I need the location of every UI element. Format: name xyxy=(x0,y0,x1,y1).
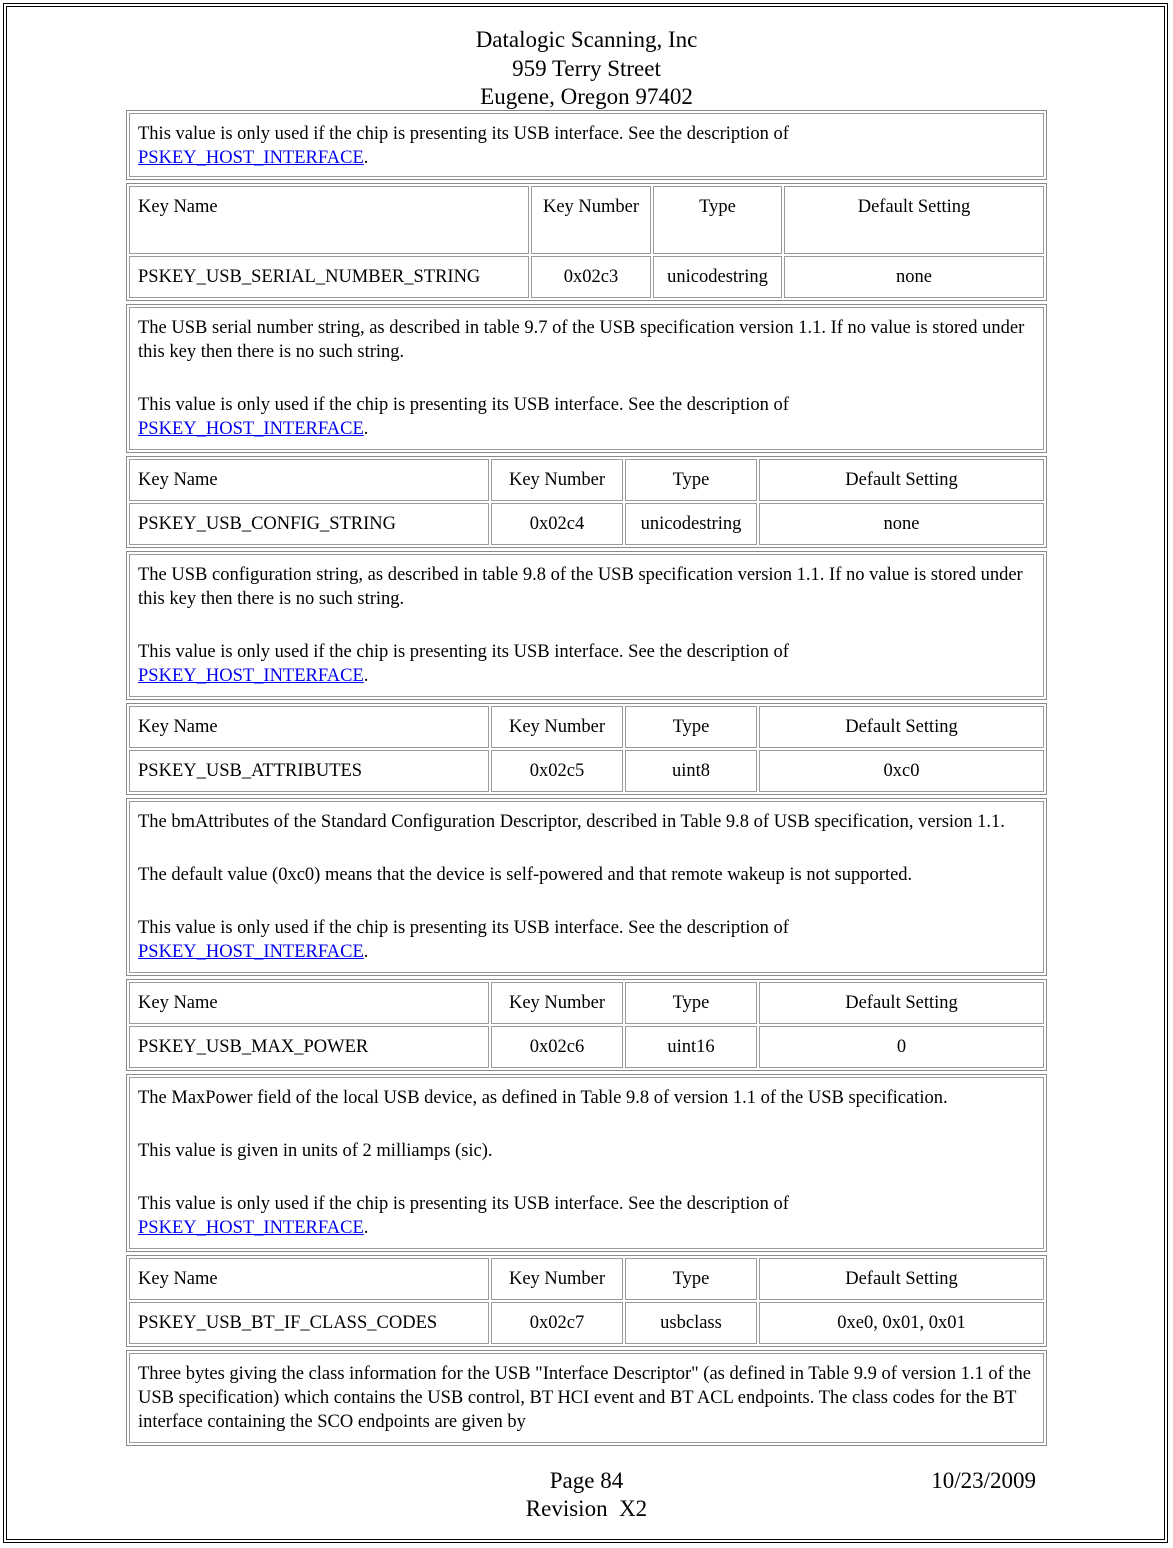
key-name-value: PSKEY_USB_BT_IF_CLASS_CODES xyxy=(129,1302,489,1344)
key-number-value: 0x02c5 xyxy=(491,750,623,792)
col-type: Type xyxy=(653,186,782,254)
key-name-value: PSKEY_USB_SERIAL_NUMBER_STRING xyxy=(129,256,529,298)
company-name: Datalogic Scanning, Inc xyxy=(475,27,698,52)
key-value-row xyxy=(129,1026,1044,1068)
host-interface-link[interactable]: PSKEY_HOST_INTERFACE xyxy=(138,666,364,686)
col-default-setting: Default Setting xyxy=(759,1258,1044,1300)
key-number-value: 0x02c4 xyxy=(491,503,623,545)
col-type: Type xyxy=(625,1258,757,1300)
host-interface-link[interactable]: PSKEY_HOST_INTERFACE xyxy=(138,148,364,168)
key-header-row xyxy=(129,186,1044,254)
col-type: Type xyxy=(625,982,757,1024)
key-name-value: PSKEY_USB_ATTRIBUTES xyxy=(129,750,489,792)
key-description-table xyxy=(126,1074,1047,1252)
col-default-setting: Default Setting xyxy=(759,706,1044,748)
description-paragraph: The USB configuration string, as described in table 9.8 of the USB specification version 1.1. If no value is stored under this key then there is no such string. xyxy=(138,565,1023,609)
usage-note-period: . xyxy=(363,942,369,962)
key-header-row xyxy=(129,982,1044,1024)
col-key-number: Key Number xyxy=(491,982,623,1024)
key-value-row xyxy=(129,750,1044,792)
description-paragraph: This value is given in units of 2 milliamps (sic). xyxy=(138,1141,493,1161)
col-key-name: Key Name xyxy=(129,459,489,501)
key-type-value: uint16 xyxy=(625,1026,757,1068)
company-city: Eugene, Oregon 97402 xyxy=(480,84,693,109)
key-description-table xyxy=(126,304,1047,453)
key-name-value: PSKEY_USB_MAX_POWER xyxy=(129,1026,489,1068)
key-name-value: PSKEY_USB_CONFIG_STRING xyxy=(129,503,489,545)
key-type-value: unicodestring xyxy=(625,503,757,545)
usage-note-period: . xyxy=(363,1218,369,1238)
key-default-value: 0xc0 xyxy=(759,750,1044,792)
key-value-row xyxy=(129,256,1044,298)
page-number: Page 84 xyxy=(549,1468,624,1493)
description-paragraph: The default value (0xc0) means that the device is self-powered and that remote wakeup is not supported. xyxy=(138,865,913,885)
key-header-row xyxy=(129,1258,1044,1300)
document-content xyxy=(126,110,1047,1449)
key-type-value: unicodestring xyxy=(653,256,782,298)
key-default-value: 0 xyxy=(759,1026,1044,1068)
col-type: Type xyxy=(625,706,757,748)
key-table xyxy=(126,1255,1047,1347)
key-type-value: uint8 xyxy=(625,750,757,792)
company-street: 959 Terry Street xyxy=(512,55,661,81)
key-description-cell xyxy=(129,1353,1044,1443)
intro-note-cell xyxy=(129,113,1044,177)
key-description-cell xyxy=(129,1077,1044,1249)
usage-note-text: This value is only used if the chip is presenting its USB interface. See the description of xyxy=(138,642,789,662)
description-paragraph: The USB serial number string, as described in table 9.7 of the USB specification version 1.1. If no value is stored under this key then there is no such string. xyxy=(138,318,1025,362)
key-description-cell xyxy=(129,307,1044,450)
col-key-name: Key Name xyxy=(129,186,529,254)
description-paragraph: The bmAttributes of the Standard Configuration Descriptor, described in Table 9.8 of USB specification, version 1.1. xyxy=(138,812,1005,832)
usage-note-period: . xyxy=(363,666,369,686)
key-description-table xyxy=(126,1350,1047,1446)
key-description-table xyxy=(126,551,1047,700)
description-paragraph: Three bytes giving the class information for the USB "Interface Descriptor" (as defined in Table 9.9 of version 1.1 of the USB specification) which contains the USB control, BT HCI event and BT ACL endpoints. The class codes for the BT interface containing the SCO endpoints are given by xyxy=(138,1364,1031,1432)
key-description-table xyxy=(126,798,1047,976)
host-interface-link[interactable]: PSKEY_HOST_INTERFACE xyxy=(138,1218,364,1238)
key-value-row xyxy=(129,1302,1044,1344)
host-interface-link[interactable]: PSKEY_HOST_INTERFACE xyxy=(138,419,364,439)
key-default-value: none xyxy=(784,256,1044,298)
key-table xyxy=(126,703,1047,795)
key-header-row xyxy=(129,706,1044,748)
key-table xyxy=(126,979,1047,1071)
key-value-row xyxy=(129,503,1044,545)
usage-note-period: . xyxy=(363,419,369,439)
key-default-value: none xyxy=(759,503,1044,545)
key-description-cell xyxy=(129,801,1044,973)
document-header xyxy=(0,26,1173,112)
key-number-value: 0x02c7 xyxy=(491,1302,623,1344)
col-default-setting: Default Setting xyxy=(784,186,1044,254)
key-description-cell xyxy=(129,554,1044,697)
col-key-number: Key Number xyxy=(491,1258,623,1300)
key-type-value: usbclass xyxy=(625,1302,757,1344)
key-table xyxy=(126,456,1047,548)
key-default-value: 0xe0, 0x01, 0x01 xyxy=(759,1302,1044,1344)
col-type: Type xyxy=(625,459,757,501)
footer-date: 10/23/2009 xyxy=(931,1468,1036,1493)
key-number-value: 0x02c3 xyxy=(531,256,651,298)
col-key-name: Key Name xyxy=(129,706,489,748)
col-key-name: Key Name xyxy=(129,982,489,1024)
key-header-row xyxy=(129,459,1044,501)
intro-note-text: This value is only used if the chip is presenting its USB interface. See the description of xyxy=(138,124,789,144)
key-number-value: 0x02c6 xyxy=(491,1026,623,1068)
col-default-setting: Default Setting xyxy=(759,982,1044,1024)
col-key-number: Key Number xyxy=(491,459,623,501)
col-default-setting: Default Setting xyxy=(759,459,1044,501)
usage-note-text: This value is only used if the chip is presenting its USB interface. See the description of xyxy=(138,918,789,938)
intro-note-period: . xyxy=(363,148,369,168)
revision: Revision X2 xyxy=(525,1496,648,1521)
usage-note-text: This value is only used if the chip is presenting its USB interface. See the description of xyxy=(138,395,789,415)
description-paragraph: The MaxPower field of the local USB device, as defined in Table 9.8 of version 1.1 of the USB specification. xyxy=(138,1088,948,1108)
host-interface-link[interactable]: PSKEY_HOST_INTERFACE xyxy=(138,942,364,962)
usage-note-text: This value is only used if the chip is presenting its USB interface. See the description of xyxy=(138,1194,789,1214)
col-key-name: Key Name xyxy=(129,1258,489,1300)
col-key-number: Key Number xyxy=(491,706,623,748)
key-table xyxy=(126,183,1047,301)
intro-note-table xyxy=(126,110,1047,180)
col-key-number: Key Number xyxy=(531,186,651,254)
